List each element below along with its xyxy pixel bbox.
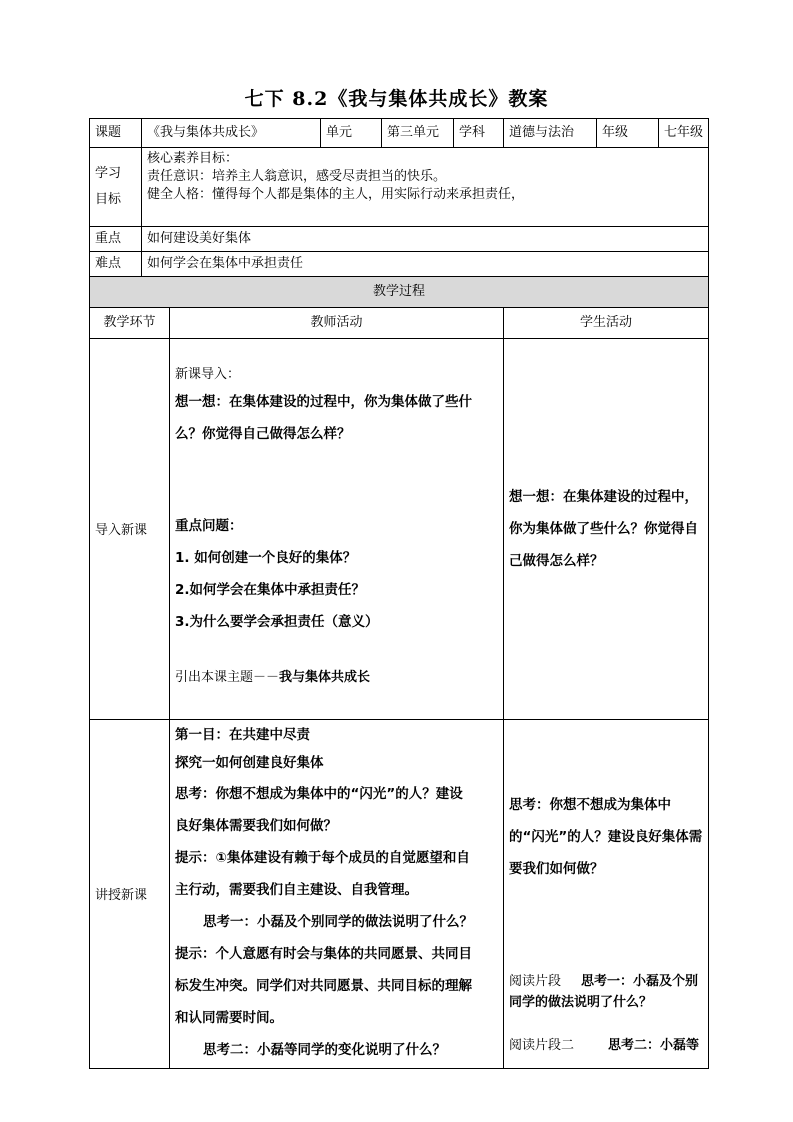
unit-value: 第三单元 [382, 119, 454, 148]
goals-label [90, 148, 142, 227]
student-reading-2 [509, 1035, 703, 1056]
teacher-line: 么？你觉得自己做得怎么样？ [175, 426, 351, 442]
student-text: 思考：你想不想成为集体中的“闪光”的人？建设良好集体需要我们如何做？ [509, 796, 703, 877]
topic-title: 我与集体共成长 [279, 670, 371, 685]
teacher-line: 2.如何学会在集体中承担责任？ [175, 582, 366, 598]
difficulty-label: 难点 [90, 252, 142, 277]
reading-label: 阅读片段 [509, 973, 562, 989]
goal-line: 核心素养目标： [147, 151, 239, 166]
teach-teacher-activity [170, 720, 504, 1069]
reading-label: 阅读片段二 [509, 1037, 575, 1053]
grade-label: 年级 [597, 119, 659, 148]
header-row [90, 119, 709, 148]
student-reading-1 [509, 971, 703, 1013]
reading-question: 思考一：小磊及个别同学的做法说明了什么？ [509, 973, 699, 1010]
difficulty-row [90, 252, 709, 277]
goals-label-line1: 学习 [95, 166, 122, 181]
teacher-line: 标发生冲突。同学们对共同愿景、共同目标的理解 [175, 978, 472, 994]
intro-row [90, 339, 709, 720]
teacher-line: 思考一：小磊及个别同学的做法说明了什么？ [203, 914, 473, 930]
teach-stage: 讲授新课 [90, 720, 170, 1069]
column-header-row [90, 308, 709, 339]
key-point-label: 重点 [90, 227, 142, 252]
teacher-line: 思考二：小磊等同学的变化说明了什么？ [203, 1042, 446, 1058]
teacher-line: 新课导入： [175, 367, 241, 382]
column-header-teacher: 教师活动 [170, 308, 504, 339]
process-header-row [90, 277, 709, 308]
teacher-line: 3.为什么要学会承担责任（意义） [175, 614, 379, 630]
goal-line: 责任意识：培养主人翁意识，感受尽责担当的快乐。 [147, 169, 447, 184]
subject-value: 道德与法治 [504, 119, 597, 148]
course-value: 《我与集体共成长》 [142, 119, 321, 148]
column-header-stage: 教学环节 [90, 308, 170, 339]
course-label: 课题 [90, 119, 142, 148]
teacher-line: 主行动，需要我们自主建设、自我管理。 [175, 882, 418, 898]
student-text: 想一想：在集体建设的过程中，你为集体做了些什么？你觉得自己做得怎么样？ [509, 489, 699, 569]
reading-question: 思考二：小磊等 [608, 1037, 700, 1053]
goal-line: 健全人格：懂得每个人都是集体的主人，用实际行动来承担责任， [147, 187, 525, 202]
teach-row [90, 720, 709, 1069]
intro-teacher-activity [170, 339, 504, 720]
teacher-line: 思考：你想不想成为集体中的“闪光”的人？建设 [175, 786, 463, 802]
teacher-line: 1. 如何创建一个良好的集体？ [175, 550, 357, 566]
grade-value: 七年级 [659, 119, 709, 148]
subject-label: 学科 [454, 119, 504, 148]
column-header-student: 学生活动 [504, 308, 709, 339]
difficulty-value: 如何学会在集体中承担责任 [142, 252, 709, 277]
teacher-line: 探究一如何创建良好集体 [175, 755, 324, 771]
goals-label-line2: 目标 [95, 192, 122, 207]
teacher-line: 想一想：在集体建设的过程中，你为集体做了些什 [175, 394, 472, 410]
lesson-plan-table [89, 118, 709, 1069]
process-header: 教学过程 [90, 277, 709, 308]
teacher-line: 提示：①集体建设有赖于每个成员的自觉愿望和自 [175, 850, 470, 866]
teacher-line: 重点问题： [175, 518, 243, 534]
teacher-line: 良好集体需要我们如何做？ [175, 818, 337, 834]
intro-student-activity [504, 339, 709, 720]
teacher-line [175, 662, 498, 694]
goals-content [142, 148, 709, 227]
teach-student-activity [504, 720, 709, 1069]
key-point-row [90, 227, 709, 252]
key-point-value: 如何建设美好集体 [142, 227, 709, 252]
intro-stage: 导入新课 [90, 339, 170, 720]
teacher-line: 提示：个人意愿有时会与集体的共同愿景、共同目 [175, 946, 472, 962]
page-title: 七下 8.2《我与集体共成长》教案 [244, 88, 549, 110]
topic-prefix: 引出本课主题－－ [175, 670, 280, 685]
unit-label: 单元 [321, 119, 382, 148]
teacher-line: 和认同需要时间。 [175, 1010, 283, 1026]
teacher-line: 第一目：在共建中尽责 [175, 727, 310, 743]
goals-row [90, 148, 709, 227]
